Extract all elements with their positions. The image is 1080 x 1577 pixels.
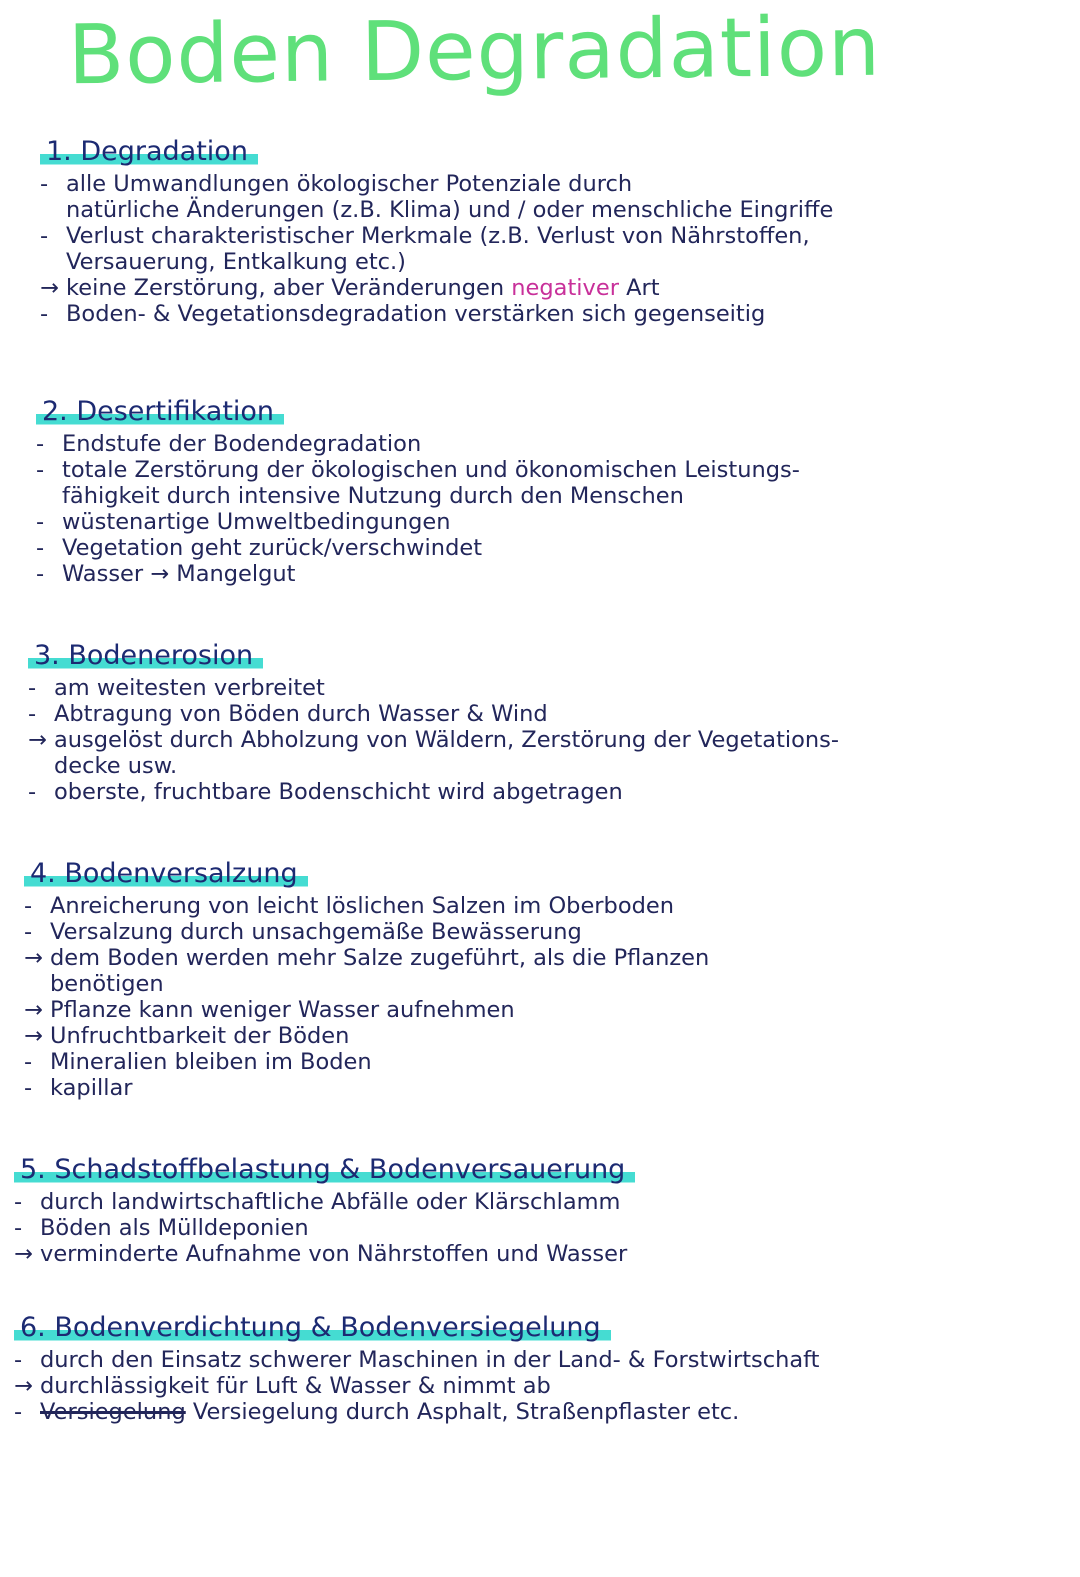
section-degradation [40,136,833,327]
list-item: - Verlust charakteristischer Merkmale (z.B. Verlust von Nährstoffen, Versauerung, Entkalkung etc.) [40,223,810,275]
list-item: → ausgelöst durch Abholzung von Wäldern, Zerstörung der Vegetations- decke usw. [28,727,840,779]
section-heading: 1. Degradation [40,136,258,167]
struck-word: Versiegelung [40,1399,186,1425]
item-list [14,1189,635,1267]
section-bodenversalzung [24,858,709,1101]
section-heading: 3. Bodenerosion [28,640,263,671]
item-list [36,431,800,587]
list-item: - wüstenartige Umweltbedingungen [36,509,451,535]
list-item: → verminderte Aufnahme von Nährstoffen und Wasser [14,1241,628,1267]
highlighted-word: negativer [511,275,619,301]
section-bodenverdichtung [14,1312,820,1425]
list-item: - Böden als Mülldeponien [14,1215,309,1241]
list-item: - Versalzung durch unsachgemäße Bewässerung [24,919,582,945]
list-item: → dem Boden werden mehr Salze zugeführt, als die Pflanzen benötigen [24,945,710,997]
page-title: Boden Degradation [67,0,882,104]
list-item: - Anreicherung von leicht löslichen Salzen im Oberboden [24,893,674,919]
list-item: - Abtragung von Böden durch Wasser & Wind [28,701,548,727]
list-item: → durchlässigkeit für Luft & Wasser & nimmt ab [14,1373,551,1399]
list-item: - durch landwirtschaftliche Abfälle oder Klärschlamm [14,1189,621,1215]
item-list [14,1347,820,1425]
section-desertifikation [36,396,800,587]
list-item: → Pflanze kann weniger Wasser aufnehmen [24,997,515,1023]
list-item: - alle Umwandlungen ökologischer Potenziale durch natürliche Änderungen (z.B. Klima) und / oder menschliche Eingriffe [40,171,834,223]
list-item: - totale Zerstörung der ökologischen und ökonomischen Leistungs- fähigkeit durch intensive Nutzung durch den Menschen [36,457,800,509]
list-item: - durch den Einsatz schwerer Maschinen in der Land- & Forstwirtschaft [14,1347,820,1373]
section-heading: 2. Desertifikation [36,396,284,427]
list-item: - am weitesten verbreitet [28,675,325,701]
list-item: - Wasser → Mangelgut [36,561,296,587]
section-heading: 4. Bodenversalzung [24,858,308,889]
list-item: - Endstufe der Bodendegradation [36,431,422,457]
list-item: - oberste, fruchtbare Bodenschicht wird abgetragen [28,779,623,805]
section-heading: 5. Schadstoffbelastung & Bodenversauerung [14,1154,635,1185]
section-schadstoffbelastung [14,1154,635,1267]
section-heading: 6. Bodenverdichtung & Bodenversiegelung [14,1312,611,1343]
list-item: - Mineralien bleiben im Boden [24,1049,372,1075]
section-bodenerosion [28,640,839,805]
list-item: - Boden- & Vegetationsdegradation verstärken sich gegenseitig [40,301,766,327]
item-list [28,675,839,805]
list-item: - Vegetation geht zurück/verschwindet [36,535,483,561]
item-list [24,893,709,1101]
list-item: → keine Zerstörung, aber Veränderungen negativer Art [40,275,660,301]
list-item: → Unfruchtbarkeit der Böden [24,1023,350,1049]
item-list [40,171,833,327]
list-item: - kapillar [24,1075,133,1101]
list-item: - Versiegelung Versiegelung durch Asphalt, Straßenpflaster etc. [14,1399,740,1425]
